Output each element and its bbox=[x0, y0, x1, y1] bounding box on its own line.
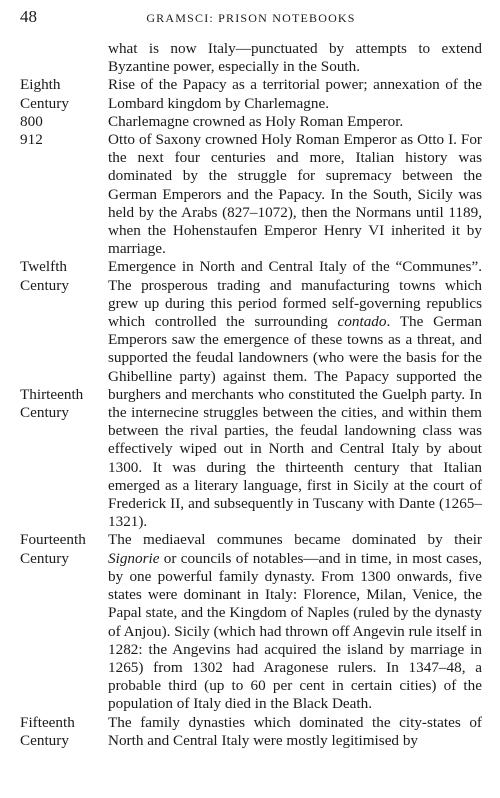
entry-text bbox=[108, 258, 482, 531]
chronology-entry bbox=[20, 131, 482, 258]
entry-date: Eighth Century bbox=[20, 76, 69, 112]
chronology-entry bbox=[20, 258, 482, 531]
entry-text: Rise of the Papacy as a territorial power; annexation of the Lombard kingdom by Charlemagne. bbox=[108, 76, 482, 112]
entry-text-part: The mediaeval communes became dominated by their bbox=[108, 531, 482, 549]
entry-text-part: . The German Emperors saw the emergence of these towns as a threat, and supported the feudal landowners (who were the basis for the Ghibelline party) against them. The Papacy supported the burghers and merchants who constituted the Guelph party. In the internecine struggles between the cities, and within them between the rival parties, the feudal landowning class was effectively wiped out in North and Central Italy by about 1300. It was during the thirteenth century that Italian emerged as a literary language, first in Sicily at the court of Frederick II, and subsequently in Tuscany with Dante (1265–1321). bbox=[108, 313, 482, 531]
page-header bbox=[20, 6, 482, 28]
entry-text: Otto of Saxony crowned Holy Roman Emperor as Otto I. For the next four centuries and more, Italian history was dominated by the struggle for supremacy between the German Emperors and the Papacy. In the South, Sicily was held by the Arabs (827–1072), then the Normans until 1189, when the Hohenstaufen Emperor Henry VI inherited it by marriage. bbox=[108, 131, 482, 258]
chronology-entry bbox=[20, 113, 482, 131]
entry-date: Fifteenth Century bbox=[20, 713, 75, 749]
chronology-entry bbox=[20, 76, 482, 112]
chronology-entry bbox=[20, 714, 482, 750]
page-number: 48 bbox=[20, 7, 37, 26]
entry-date: 800 bbox=[20, 112, 43, 130]
entry-text: Charlemagne crowned as Holy Roman Emperor. bbox=[108, 112, 404, 130]
entry-date: Fourteenth Century bbox=[20, 531, 86, 567]
chronology-list bbox=[20, 40, 482, 750]
date-spacer bbox=[20, 295, 108, 386]
entry-text-part: or councils of notables—and in time, in most cases, by one powerful family dynasty. From 1300 onwards, five states were dominant in Italy: Florence, Milan, Venice, the Papal state, and the Kingdom of Naples (ruled by the dynasty of Anjou). Sicily (which had thrown off Angevin rule itself in 1282: the Angevins had acquired the island by marriage in 1265) from 1302 had Aragonese rulers. In 1347–48, a probable third (up to 60 per cent in certain cities) of the population of Italy died in the Black Death. bbox=[108, 549, 482, 713]
entry-text-italic: contado bbox=[337, 313, 387, 331]
running-head: GRAMSCI: PRISON NOTEBOOKS bbox=[146, 11, 356, 25]
entry-date: 912 bbox=[20, 131, 43, 149]
entry-text: The family dynasties which dominated the city-states of North and Central Italy were mostly legitimised by bbox=[108, 713, 482, 749]
entry-text bbox=[108, 531, 482, 713]
chronology-entry bbox=[20, 40, 482, 76]
entry-text: what is now Italy—punctuated by attempts to extend Byzantine power, especially in the South. bbox=[108, 40, 482, 76]
entry-text-part: Emergence in North and Central Italy of the “Communes”. The prosperous trading and manufacturing towns which grew up during this period formed self-governing republics which controlled the surrounding bbox=[108, 258, 482, 331]
entry-date bbox=[20, 258, 108, 422]
entry-date-thirteenth: Thirteenth Century bbox=[20, 385, 84, 422]
entry-text-italic: Signorie bbox=[108, 549, 160, 567]
entry-date-twelfth: Twelfth Century bbox=[20, 258, 69, 294]
chronology-entry bbox=[20, 531, 482, 713]
